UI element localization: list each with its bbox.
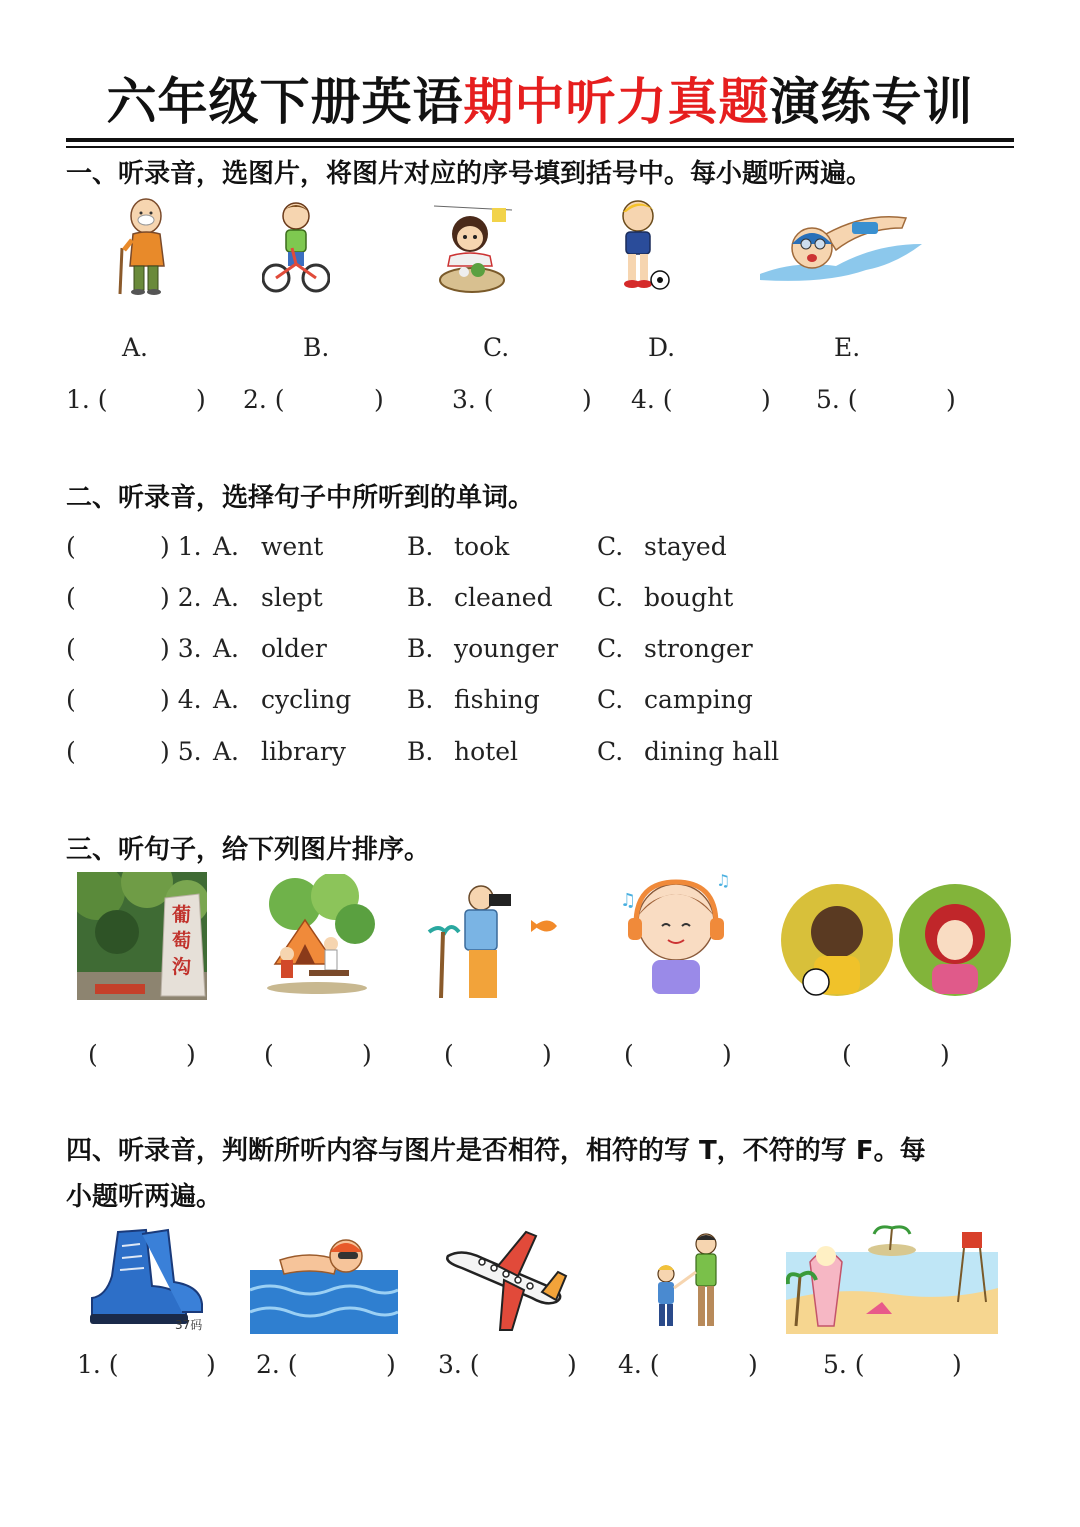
s2-row4-label-a: A. (213, 685, 240, 714)
s2-row1-num: ) 1. (160, 532, 202, 561)
s2-row4-option-a: cycling (261, 685, 352, 714)
s2-row4-num: ) 4. (160, 685, 202, 714)
picture-letter-d: D. (648, 333, 676, 362)
s4-blank-5-close: ) (952, 1350, 962, 1379)
s2-row4-open[interactable]: ( (66, 685, 76, 714)
s2-row3-option-b: younger (454, 634, 559, 663)
s4-blank-5[interactable]: 5. ( (823, 1350, 865, 1379)
s4-blank-3-close: ) (567, 1350, 577, 1379)
s2-row5-label-c: C. (597, 737, 624, 766)
old-man-with-cane-icon (108, 196, 178, 300)
s2-row3-label-a: A. (213, 634, 240, 663)
s2-row4-option-b: fishing (454, 685, 540, 714)
s3-blank-5-close: ) (940, 1040, 950, 1069)
girl-washing-clothes-icon (432, 200, 514, 298)
s1-blank-1[interactable]: 1. ( (66, 385, 108, 414)
s3-blank-3-close: ) (542, 1040, 552, 1069)
boy-riding-bike-icon (262, 198, 330, 298)
s2-row2-option-b: cleaned (454, 583, 553, 612)
title-rule-thick (66, 138, 1014, 142)
s2-row5-label-a: A. (213, 737, 240, 766)
beach-scene-icon (786, 1222, 998, 1334)
boot-size-label: 37码 (175, 1318, 203, 1332)
section3-heading: 三、听句子，给下列图片排序。 (66, 835, 431, 865)
man-taking-photos-icon (425, 882, 565, 1000)
boy-playing-football-icon (610, 198, 674, 298)
s1-blank-4[interactable]: 4. ( (631, 385, 673, 414)
father-and-son-icon (646, 1232, 732, 1332)
section4-heading-line2: 小题听两遍。 (66, 1182, 223, 1212)
s3-blank-1-open[interactable]: ( (88, 1040, 98, 1069)
s3-blank-5-open[interactable]: ( (842, 1040, 852, 1069)
girl-listening-music-icon (612, 866, 742, 1000)
boy-swimming-icon (756, 204, 926, 292)
s4-blank-2-close: ) (386, 1350, 396, 1379)
s2-row4-label-b: B. (407, 685, 434, 714)
section2-heading: 二、听录音，选择句子中所听到的单词。 (66, 483, 535, 513)
family-camping-icon (255, 874, 379, 998)
s2-row3-open[interactable]: ( (66, 634, 76, 663)
s2-row2-label-b: B. (407, 583, 434, 612)
airplane-icon (442, 1228, 568, 1334)
s3-blank-2-close: ) (362, 1040, 372, 1069)
man-swimming-icon (250, 1230, 398, 1334)
s3-blank-1-close: ) (186, 1040, 196, 1069)
s2-row5-open[interactable]: ( (66, 737, 76, 766)
s2-row1-option-b: took (454, 532, 510, 561)
title-part-2: 期中听力真题 (463, 73, 770, 131)
s3-blank-4-close: ) (722, 1040, 732, 1069)
s1-blank-4-close: ) (761, 385, 771, 414)
section1-heading: 一、听录音，选图片，将图片对应的序号填到括号中。每小题听两遍。 (66, 159, 873, 189)
s3-blank-2-open[interactable]: ( (264, 1040, 274, 1069)
s2-row2-label-c: C. (597, 583, 624, 612)
s1-blank-5[interactable]: 5. ( (816, 385, 858, 414)
s2-row3-option-a: older (261, 634, 327, 663)
title-part-3: 演练专训 (769, 73, 974, 131)
s2-row1-option-c: stayed (644, 532, 727, 561)
s2-row2-open[interactable]: ( (66, 583, 76, 612)
s2-row4-option-c: camping (644, 685, 753, 714)
s2-row5-option-c: dining hall (644, 737, 780, 766)
svg-text:♫: ♫ (620, 890, 637, 911)
picture-letter-c: C. (483, 333, 510, 362)
s2-row3-label-c: C. (597, 634, 624, 663)
page-title (0, 62, 1080, 134)
s2-row4-label-c: C. (597, 685, 624, 714)
s2-row1-label-a: A. (213, 532, 240, 561)
stone-inscription: 葡萄沟 (172, 904, 192, 978)
s2-row1-option-a: went (261, 532, 324, 561)
s2-row3-option-c: stronger (644, 634, 753, 663)
s4-blank-2[interactable]: 2. ( (256, 1350, 298, 1379)
s2-row1-label-c: C. (597, 532, 624, 561)
title-part-1: 六年级下册英语 (106, 73, 464, 131)
s2-row5-option-a: library (261, 737, 346, 766)
two-children-portraits-icon (780, 882, 1012, 1000)
s2-row2-num: ) 2. (160, 583, 202, 612)
section4-heading-line1: 四、听录音，判断所听内容与图片是否相符，相符的写 T，不符的写 F。每 (66, 1136, 926, 1166)
s2-row1-label-b: B. (407, 532, 434, 561)
blue-boots-icon (82, 1226, 210, 1330)
s4-blank-1-close: ) (206, 1350, 216, 1379)
s3-blank-3-open[interactable]: ( (444, 1040, 454, 1069)
s1-blank-3[interactable]: 3. ( (452, 385, 494, 414)
svg-text:♫: ♫ (716, 871, 731, 890)
s2-row5-num: ) 5. (160, 737, 202, 766)
s1-blank-5-close: ) (946, 385, 956, 414)
s2-row1-open[interactable]: ( (66, 532, 76, 561)
picture-letter-a: A. (122, 333, 149, 362)
s3-blank-4-open[interactable]: ( (624, 1040, 634, 1069)
s1-blank-2-close: ) (374, 385, 384, 414)
s2-row2-option-a: slept (261, 583, 323, 612)
s4-blank-3[interactable]: 3. ( (438, 1350, 480, 1379)
s1-blank-3-close: ) (582, 385, 592, 414)
picture-letter-e: E. (834, 333, 861, 362)
s4-blank-1[interactable]: 1. ( (77, 1350, 119, 1379)
s1-blank-1-close: ) (196, 385, 206, 414)
s2-row2-option-c: bought (644, 583, 734, 612)
title-rule-thin (66, 146, 1014, 148)
s4-blank-4-close: ) (748, 1350, 758, 1379)
s2-row3-label-b: B. (407, 634, 434, 663)
s4-blank-4[interactable]: 4. ( (618, 1350, 660, 1379)
s2-row3-num: ) 3. (160, 634, 202, 663)
picture-letter-b: B. (303, 333, 330, 362)
s2-row2-label-a: A. (213, 583, 240, 612)
s2-row5-label-b: B. (407, 737, 434, 766)
s1-blank-2[interactable]: 2. ( (243, 385, 285, 414)
s2-row5-option-b: hotel (454, 737, 518, 766)
